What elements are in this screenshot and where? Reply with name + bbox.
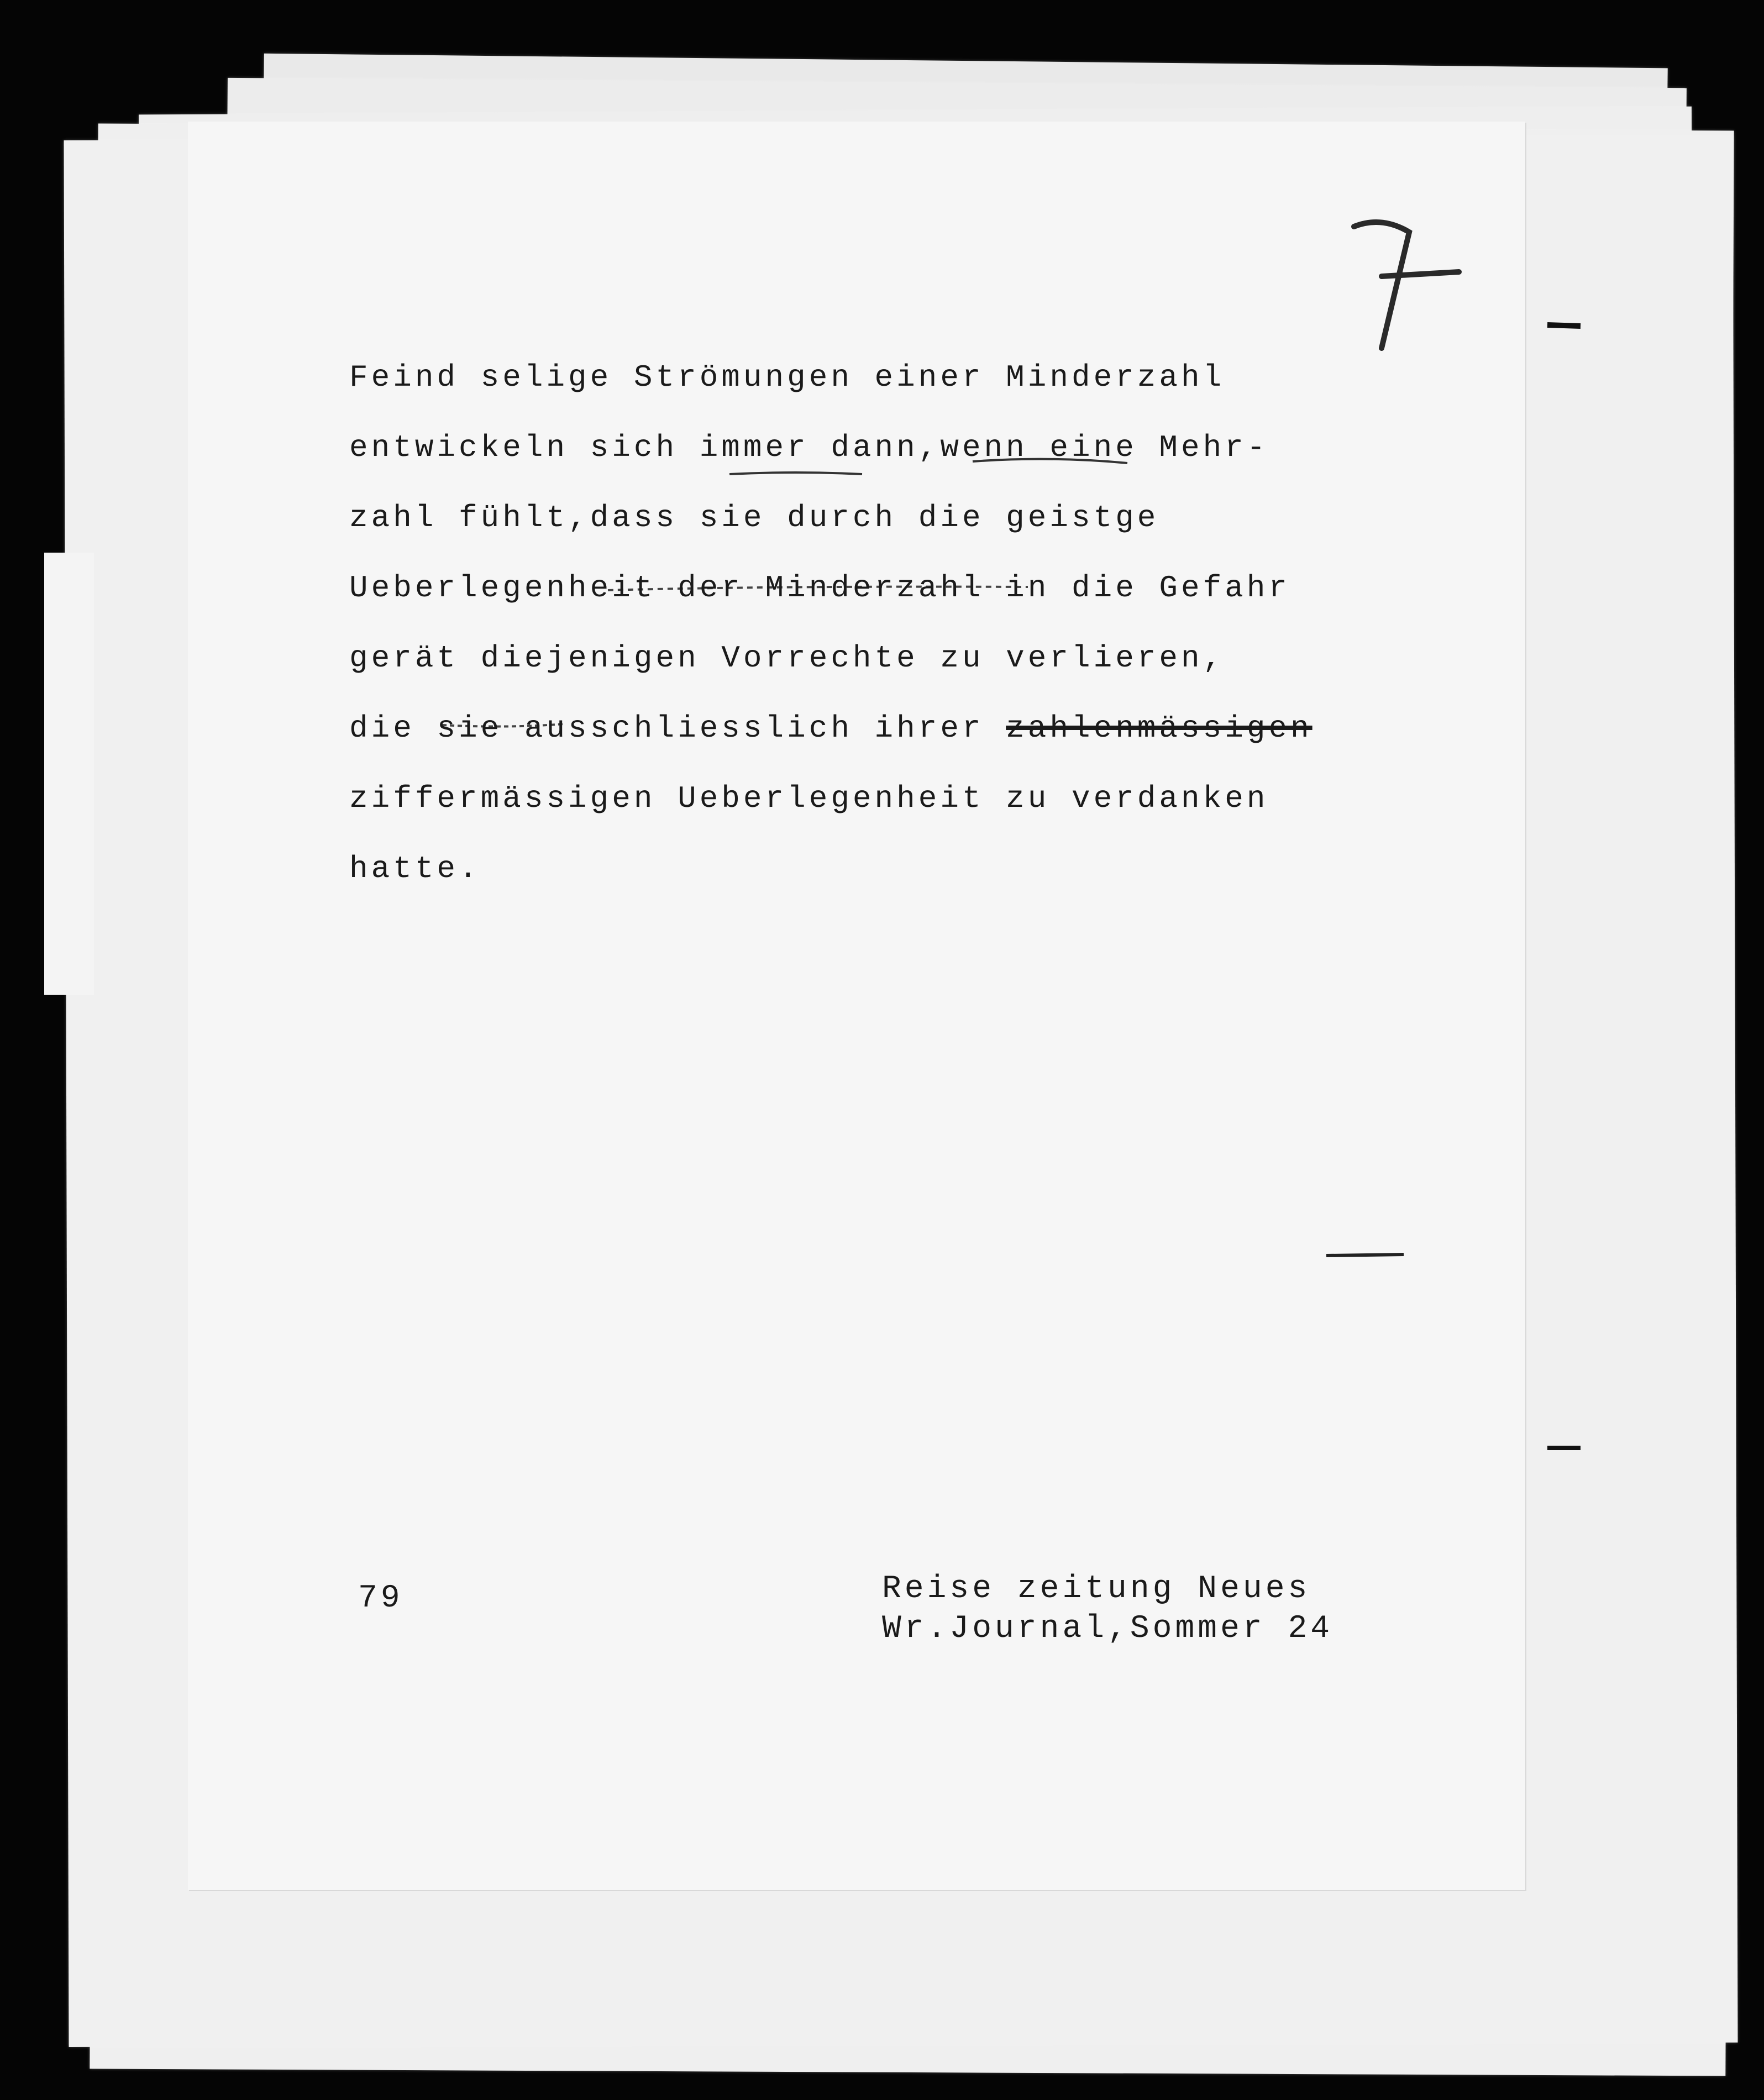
- typed-text-body: [349, 343, 1313, 904]
- text-line: hatte.: [349, 851, 481, 886]
- text-line: Ueberlegenheit der Minderzahl in die Gefahr: [349, 570, 1291, 606]
- text-line: entwickeln sich immer dann,wenn eine Mehr-: [349, 430, 1269, 465]
- page-number: 79: [358, 1581, 403, 1616]
- source-citation: [882, 1569, 1333, 1649]
- source-line: Wr.Journal,Sommer 24: [882, 1611, 1334, 1647]
- text-line: zahl fühlt,dass sie durch die geistge: [349, 500, 1159, 536]
- text-line-start: die sie ausschliesslich ihrer: [349, 711, 1006, 746]
- text-line: [349, 694, 1313, 764]
- text-line: ziffermässigen Ueberlegenheit zu verdanken: [349, 781, 1269, 816]
- text-line: gerät diejenigen Vorrechte zu verlieren,: [349, 641, 1225, 676]
- text-line: Feind selige Strömungen einer Minderzahl: [349, 360, 1225, 395]
- source-line: Reise zeitung Neues: [882, 1571, 1311, 1607]
- struck-out-word: zahlenmässigen: [1006, 711, 1313, 746]
